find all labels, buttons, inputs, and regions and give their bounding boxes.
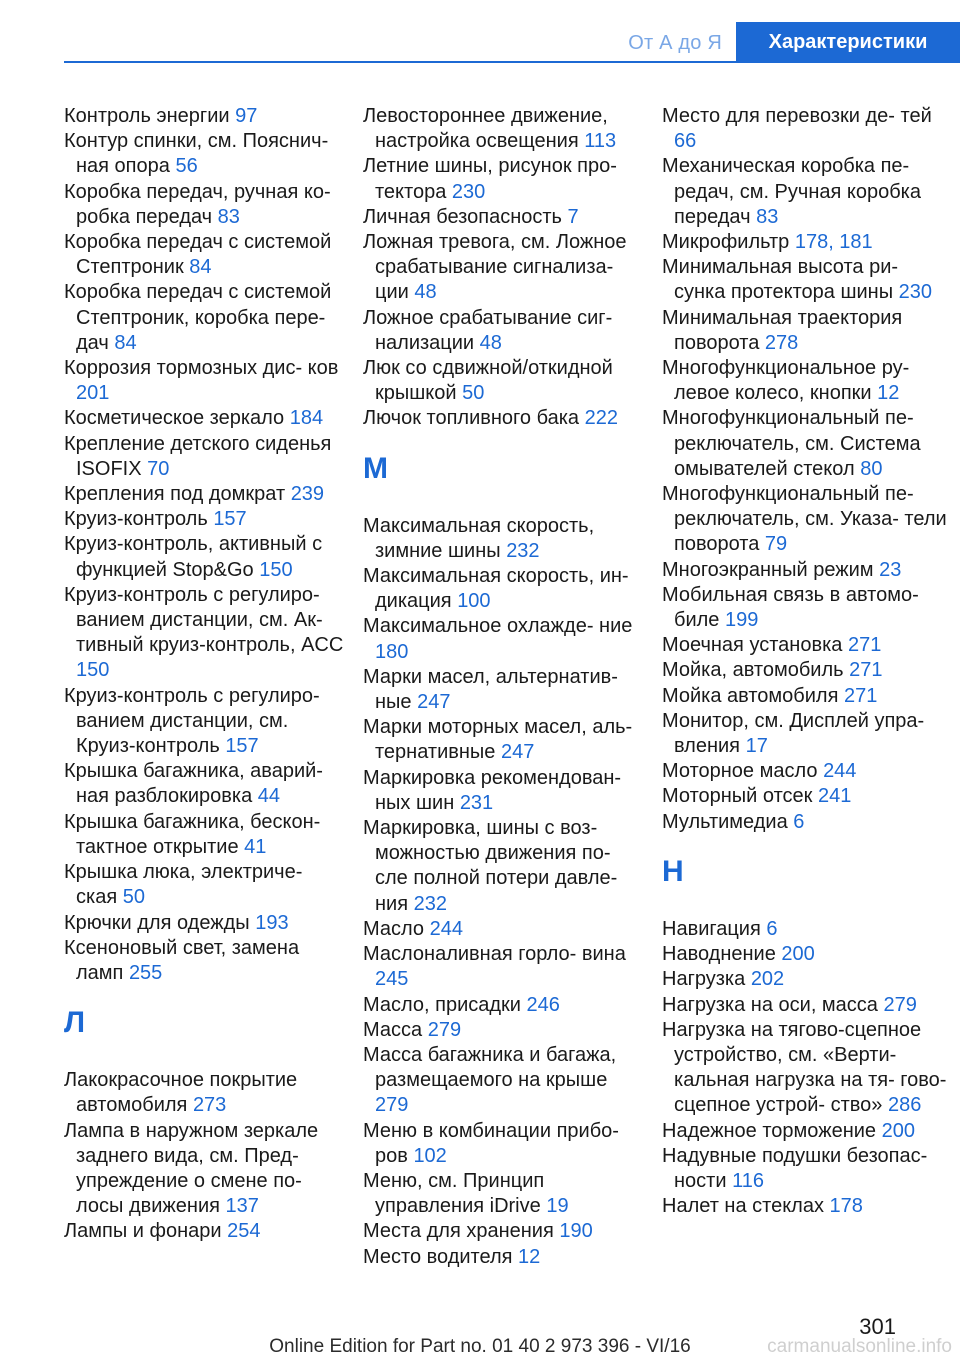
page-link[interactable]: 254 [227, 1220, 261, 1243]
index-entry-term: Лючок топливного бака [363, 407, 580, 430]
index-entry-term: Крепление детского сиденья ISOFIX [64, 432, 332, 480]
page-link[interactable]: 255 [128, 961, 163, 984]
index-entry [363, 816, 645, 917]
index-entry [64, 356, 344, 406]
index-entry [64, 684, 344, 760]
page-link[interactable]: 157 [225, 735, 259, 758]
page-link[interactable]: 239 [290, 483, 325, 506]
index-entry-term: Круиз-контроль [64, 508, 208, 531]
index-entry [662, 154, 952, 230]
index-letter-heading: М [363, 451, 388, 485]
index-entry [662, 810, 952, 835]
page-link[interactable]: 193 [255, 911, 289, 934]
index-entry [363, 205, 645, 230]
page-link[interactable]: 50 [462, 382, 485, 405]
index-entry-term: Мойка автомобиля [662, 684, 839, 707]
section-title[interactable]: От А до Я [628, 32, 722, 54]
index-entry-term: Мобильная связь в автомо- биле [662, 583, 919, 632]
index-entry-term: Многофункциональный пе- реключатель, см. Указа- тели поворота [662, 483, 947, 556]
page-link[interactable]: 97 [235, 105, 258, 127]
index-entry-term: Крышка багажника, аварий- ная разблокировка [64, 760, 323, 808]
index-entry-term: Марки масел, альтернатив- ные [363, 665, 618, 714]
index-entry-term: Нагрузка на оси, масса [662, 993, 878, 1016]
page-link[interactable]: 271 [843, 684, 878, 707]
index-entry-term: Коробка передач с системой Стептроник, коробка пере- дач [64, 281, 332, 354]
index-entry [363, 614, 645, 664]
index-entry-term: Многоэкранный режим [662, 558, 874, 581]
index-entry [64, 507, 344, 532]
page-link[interactable]: 178, 181 [794, 231, 873, 254]
page-link[interactable]: 244 [429, 917, 463, 940]
page-link[interactable]: 12 [518, 1245, 541, 1268]
index-entry-term: Крышка люка, электриче- ская [64, 861, 303, 909]
index-entry-term: Многофункциональное ру- левое колесо, кнопки [662, 357, 910, 405]
index-entry-term: Лампы и фонари [64, 1220, 222, 1243]
index-entry [662, 306, 952, 356]
index-entry [363, 356, 645, 406]
index-entry-term: Контроль энергии [64, 105, 230, 127]
page-link[interactable]: 50 [122, 886, 145, 909]
page-number: 301 [859, 1314, 896, 1339]
page-link[interactable]: 17 [745, 735, 768, 758]
index-entry [64, 532, 344, 582]
index-entry-term: Крючки для одежды [64, 911, 250, 934]
page-header [0, 22, 960, 62]
index-entry-term: Место для перевозки де- тей [662, 105, 932, 127]
index-entry [662, 633, 952, 658]
page-link[interactable]: 83 [756, 205, 779, 228]
page-link[interactable]: 241 [817, 785, 852, 808]
page-link[interactable]: 286 [887, 1094, 922, 1117]
page-link[interactable]: 231 [459, 791, 494, 814]
index-entry [662, 1144, 952, 1194]
index-entry-term: Надувные подушки безопас- ности [662, 1144, 928, 1192]
index-entry-term: Надежное торможение [662, 1119, 877, 1142]
page-link[interactable]: 180 [375, 640, 409, 663]
page-link[interactable]: 48 [479, 331, 502, 354]
index-entry-term: Маркировка рекомендован- ных шин [363, 766, 622, 814]
page-link[interactable]: 79 [764, 533, 788, 556]
page-link[interactable]: 202 [750, 968, 785, 991]
index-entry [363, 1043, 645, 1119]
index-entry-term: Максимальная скорость, зимние шины [363, 514, 595, 562]
page-link[interactable]: 230 [451, 180, 486, 203]
page-link[interactable]: 200 [881, 1119, 915, 1142]
index-entry-term: Многофункциональный пе- реключатель, см. Система омывателей стекол [662, 407, 921, 480]
index-entry [662, 1018, 952, 1119]
index-entry [363, 715, 645, 765]
page-link[interactable]: 222 [584, 407, 618, 430]
index-entry [363, 104, 645, 154]
index-entry-term: Механическая коробка пе- редач, см. Ручная коробка передач [662, 155, 921, 228]
index-entry-term: Масса [363, 1018, 423, 1041]
page-link[interactable]: 279 [427, 1018, 462, 1041]
page-link[interactable]: 279 [375, 1094, 409, 1117]
index-entry [662, 356, 952, 406]
index-entry-term: Масло [363, 917, 425, 940]
page-link[interactable]: 200 [781, 943, 815, 966]
index-entry [363, 154, 645, 204]
page-link[interactable]: 247 [500, 741, 535, 764]
index-entry [64, 230, 344, 280]
index-entry-term: Максимальная скорость, ин- дикация [363, 565, 629, 613]
page-link[interactable]: 178 [829, 1195, 863, 1218]
index-entry [662, 230, 952, 255]
page-link[interactable]: 199 [724, 609, 759, 632]
page-link[interactable]: 84 [114, 331, 137, 354]
page-link[interactable]: 279 [883, 993, 917, 1016]
page-link[interactable]: 100 [457, 590, 491, 613]
index-entry [363, 1018, 645, 1043]
index-entry-term: Микрофильтр [662, 231, 790, 254]
page-link[interactable]: 56 [175, 155, 198, 178]
index-entry-term: Навигация [662, 917, 761, 940]
index-entry-term: Крепления под домкрат [64, 483, 286, 506]
page-link[interactable]: 150 [76, 659, 110, 682]
index-entry [64, 406, 344, 431]
header-rule [64, 61, 960, 63]
index-entry-term: Коробка передач с системой Стептроник [64, 231, 332, 279]
index-entry-term: Место водителя [363, 1245, 513, 1268]
index-entry [662, 942, 952, 967]
page-link[interactable]: 113 [584, 130, 617, 153]
index-entry-term: Косметическое зеркало [64, 407, 285, 430]
index-entry [662, 1194, 952, 1219]
index-entry [363, 1169, 645, 1219]
index-entry [363, 917, 645, 942]
page-link[interactable]: 23 [879, 558, 902, 581]
index-entry [64, 129, 344, 179]
index-entry [363, 406, 645, 431]
page-link[interactable]: 244 [823, 760, 857, 783]
index-entry-term: Меню в комбинации прибо- ров [363, 1119, 619, 1167]
page-link[interactable]: 150 [259, 558, 293, 581]
index-entry-term: Ксеноновый свет, замена ламп [64, 936, 300, 984]
index-entry-term: Места для хранения [363, 1220, 554, 1243]
index-entry-term: Личная безопасность [363, 205, 562, 228]
index-letter-heading: Н [662, 854, 684, 888]
page-link[interactable]: 137 [225, 1195, 259, 1218]
index-entry-term: Лакокрасочное покрытие автомобиля [64, 1069, 298, 1117]
page-link[interactable]: 102 [413, 1144, 447, 1167]
page-link[interactable]: 41 [244, 835, 267, 858]
index-entry-term: Мультимедиа [662, 810, 788, 833]
index-entry [64, 810, 344, 860]
index-entry [64, 1119, 344, 1220]
index-entry-term: Круиз-контроль с регулиро- ванием дистанции, см. Круиз-контроль [64, 684, 320, 758]
page-link[interactable]: 19 [546, 1195, 569, 1218]
index-entry [662, 104, 952, 154]
index-entry-term: Нагрузка [662, 968, 746, 991]
page-link[interactable]: 271 [847, 634, 882, 657]
index-entry [662, 684, 952, 709]
edition-footer: Online Edition for Part no. 01 40 2 973 396 - VI/16 [269, 1336, 691, 1357]
index-entry [363, 1119, 645, 1169]
index-entry-term: Ложное срабатывание сиг- нализации [363, 306, 613, 354]
index-entry-term: Крышка багажника, бескон- тактное открытие [64, 810, 321, 858]
page-link[interactable]: 278 [764, 331, 799, 354]
index-entry-term: Налет на стеклах [662, 1195, 824, 1218]
index-entry [64, 1068, 344, 1118]
index-column-1 [64, 104, 344, 1245]
index-entry [662, 558, 952, 583]
page-link[interactable]: 247 [417, 691, 451, 714]
index-entry-term: Меню, см. Принцип управления iDrive [363, 1169, 545, 1218]
page-link[interactable]: 232 [506, 539, 540, 562]
index-entry [363, 564, 645, 614]
index-entry [363, 665, 645, 715]
index-entry-term: Мойка, автомобиль [662, 659, 844, 682]
page-link[interactable]: 157 [213, 508, 247, 531]
index-entry-term: Масло, присадки [363, 993, 521, 1016]
page-link[interactable]: 232 [413, 892, 447, 915]
index-entry-term: Круиз-контроль с регулиро- ванием дистанции, см. Ак- тивный круиз-контроль, ACC [64, 583, 344, 657]
index-entry-term: Маркировка, шины с воз- можностью движения по- сле полной потери давле- ния [363, 817, 618, 915]
index-entry-term: Нагрузка на тягово-сцепное устройство, см. «Верти- кальная нагрузка на тя- гово-сцепное устрой- ство» [662, 1018, 947, 1117]
index-entry [64, 759, 344, 809]
index-entry [662, 583, 952, 633]
index-entry-term: Масса багажника и багажа, размещаемого на крыше [363, 1043, 617, 1092]
page-link[interactable]: 83 [217, 205, 240, 228]
index-entry [363, 1245, 645, 1270]
index-entry-term: Максимальное охлажде- ние [363, 615, 633, 638]
index-entry-term: Наводнение [662, 943, 776, 966]
index-entry-term: Левостороннее движение, настройка освещения [363, 105, 608, 153]
page-link[interactable]: 201 [76, 382, 110, 405]
index-letter-heading: Л [64, 1006, 86, 1040]
index-entry [363, 230, 645, 306]
page-link[interactable]: 70 [147, 457, 170, 480]
index-entry [662, 967, 952, 992]
index-entry [662, 709, 952, 759]
index-entry-term: Минимальная траектория поворота [662, 306, 903, 354]
page-link[interactable]: 190 [559, 1220, 593, 1243]
page-link[interactable]: 66 [674, 130, 697, 153]
index-entry-term: Моторное масло [662, 760, 818, 783]
page-link[interactable]: 7 [567, 205, 579, 228]
index-entry [662, 917, 952, 942]
index-entry-term: Летние шины, рисунок про- тектора [363, 155, 617, 203]
page-link[interactable]: 116 [732, 1169, 764, 1192]
index-entry [662, 759, 952, 784]
index-entry [363, 993, 645, 1018]
index-entry-term: Контур спинки, см. Пояснич- ная опора [64, 130, 329, 178]
page-link[interactable]: 44 [257, 785, 281, 808]
index-entry [64, 911, 344, 936]
index-entry [64, 280, 344, 356]
page-link[interactable]: 48 [414, 281, 437, 304]
index-entry [662, 1119, 952, 1144]
index-entry [64, 180, 344, 230]
index-entry [64, 936, 344, 986]
page-link[interactable]: 80 [860, 457, 883, 480]
index-entry-term: Лампа в наружном зеркале заднего вида, см. Пред- упреждение о смене по- лосы движения [64, 1119, 319, 1218]
page-link[interactable]: 6 [793, 810, 805, 833]
page-link[interactable]: 6 [766, 917, 778, 940]
index-entry-term: Монитор, см. Дисплей упра- вления [662, 709, 925, 758]
page-link[interactable]: 271 [849, 659, 883, 682]
index-entry [662, 993, 952, 1018]
index-entry [363, 766, 645, 816]
index-entry-term: Марки моторных масел, аль- тернативные [363, 716, 633, 764]
index-entry-term: Ложная тревога, см. Ложное срабатывание сигнализа- ции [363, 231, 627, 304]
index-entry [662, 255, 952, 305]
index-entry [64, 104, 344, 129]
index-entry [662, 784, 952, 809]
page-link[interactable]: 230 [898, 281, 933, 304]
index-entry-term: Моторный отсек [662, 785, 813, 808]
index-entry-term: Круиз-контроль, активный с функцией Stop&Go [64, 533, 323, 581]
index-entry [662, 482, 952, 558]
chapter-tab[interactable]: Характеристики [736, 22, 960, 63]
index-entry-term: Коробка передач, ручная ко- робка передач [64, 180, 331, 228]
index-entry [64, 1219, 344, 1244]
page-link[interactable]: 84 [189, 256, 212, 279]
index-entry [64, 482, 344, 507]
index-entry [662, 406, 952, 482]
watermark: carmanualsonline.info [767, 1336, 952, 1357]
page-link[interactable]: 245 [375, 968, 409, 991]
index-entry-term: Люк со сдвижной/откидной крышкой [363, 357, 613, 405]
index-entry [363, 306, 645, 356]
index-entry-term: Маслоналивная горло- вина [363, 943, 626, 966]
index-entry [64, 583, 344, 684]
index-entry [64, 432, 344, 482]
index-entry [662, 658, 952, 683]
page-link[interactable]: 273 [192, 1094, 227, 1117]
index-entry-term: Минимальная высота ри- сунка протектора шины [662, 256, 899, 304]
page-link[interactable]: 184 [289, 407, 324, 430]
index-column-2 [363, 104, 645, 1270]
index-column-3 [662, 104, 952, 1219]
page-link[interactable]: 246 [526, 993, 560, 1016]
index-entry [363, 1219, 645, 1244]
page-link[interactable]: 12 [877, 382, 900, 405]
index-entry [363, 514, 645, 564]
index-entry-term: Коррозия тормозных дис- ков [64, 357, 339, 380]
index-entry [64, 860, 344, 910]
index-entry-term: Моечная установка [662, 634, 843, 657]
index-entry [363, 942, 645, 992]
